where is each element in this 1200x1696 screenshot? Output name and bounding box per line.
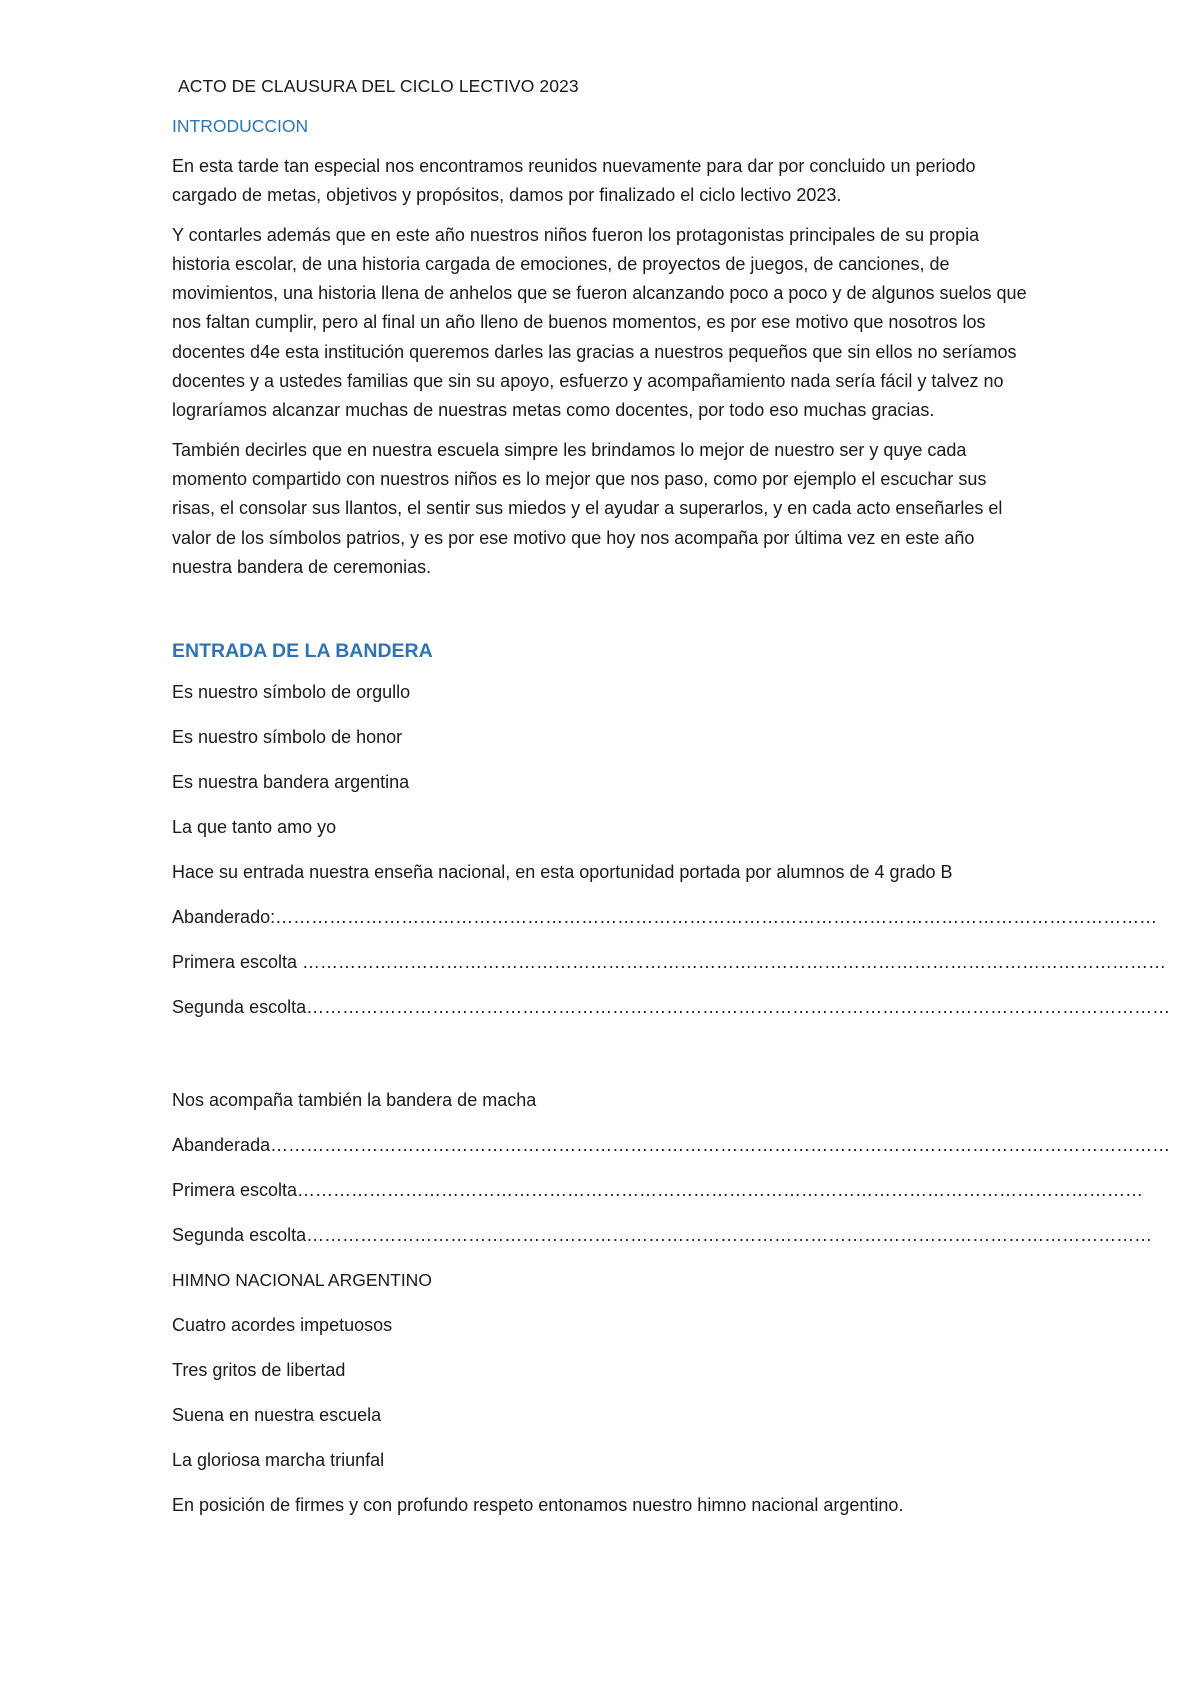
intro-heading: INTRODUCCION bbox=[172, 116, 309, 136]
entrada-announcement: Hace su entrada nuestra enseña nacional, en esta oportunidad portada por alumnos de 4 grado B bbox=[172, 862, 953, 883]
himno-heading: HIMNO NACIONAL ARGENTINO bbox=[172, 1270, 432, 1291]
himno-line-3: Suena en nuestra escuela bbox=[172, 1405, 382, 1426]
macha-intro: Nos acompaña también la bandera de macha bbox=[172, 1090, 537, 1111]
abanderado-field: Abanderado:………………………………………………………………………………………………………………………………… bbox=[172, 907, 1158, 928]
macha-abanderada-field: Abanderada…………………………………………………………………………………………………………………………………… bbox=[172, 1135, 1171, 1156]
himno-line-2: Tres gritos de libertad bbox=[172, 1360, 346, 1381]
segunda-escolta-field: Segunda escolta……………………………………………………………………………………………………………………………… bbox=[172, 997, 1171, 1018]
intro-paragraph-3: También decirles que en nuestra escuela simpre les brindamos lo mejor de nuestro ser y quye cada momento compartido con nuestros niños es lo mejor que nos paso, como por ejemplo el escuchar sus risas, el consolar sus llantos, el sentir sus miedos y el ayudar a superarlos, y en cada acto enseñarles el valor de los símbolos patrios, y es por ese motivo que hoy nos acompaña por última vez en este año nuestra bandera de ceremonias. bbox=[172, 439, 1003, 577]
intro-paragraph-2: Y contarles además que en este año nuestros niños fueron los protagonistas principales de su propia historia escolar, de una historia cargada de emociones, de proyectos de juegos, de canciones, de movimientos, una historia llena de anhelos que se fueron alcanzando poco a poco y de algunos suelos que nos faltan cumplir, pero al final un año lleno de buenos momentos, es por ese motivo que nosotros los docentes d4e esta institución queremos darles las gracias a nuestros pequeños que sin ellos no seríamos docentes y a ustedes familias que sin su apoyo, esfuerzo y acompañamiento nada sería fácil y talvez no lograríamos alcanzar muchas de nuestras metas como docentes, por todo eso muchas gracias. bbox=[172, 224, 1027, 421]
intro-paragraph-1: En esta tarde tan especial nos encontramos reunidos nuevamente para dar por concluido un periodo cargado de metas, objetivos y propósitos, damos por finalizado el ciclo lectivo 2023. bbox=[172, 156, 976, 206]
section-spacer bbox=[172, 1022, 1032, 1070]
primera-escolta-field: Primera escolta ……………………………………………………………………………………………………………………………… bbox=[172, 952, 1167, 973]
entrada-line-3: Es nuestra bandera argentina bbox=[172, 772, 410, 793]
entrada-line-2: Es nuestro símbolo de honor bbox=[172, 727, 403, 748]
entrada-line-4: La que tanto amo yo bbox=[172, 817, 337, 838]
himno-line-1: Cuatro acordes impetuosos bbox=[172, 1315, 393, 1336]
macha-segunda-escolta-field: Segunda escolta…………………………………………………………………………………………………………………………… bbox=[172, 1225, 1153, 1246]
entrada-line-1: Es nuestro símbolo de orgullo bbox=[172, 682, 411, 703]
document-title: ACTO DE CLAUSURA DEL CICLO LECTIVO 2023 bbox=[178, 76, 579, 96]
himno-closing: En posición de firmes y con profundo respeto entonamos nuestro himno nacional argentino. bbox=[172, 1495, 904, 1516]
entrada-heading: ENTRADA DE LA BANDERA bbox=[172, 640, 433, 663]
himno-line-4: La gloriosa marcha triunfal bbox=[172, 1450, 385, 1471]
macha-primera-escolta-field: Primera escolta…………………………………………………………………………………………………………………………… bbox=[172, 1180, 1144, 1201]
document-page bbox=[172, 72, 1171, 1520]
